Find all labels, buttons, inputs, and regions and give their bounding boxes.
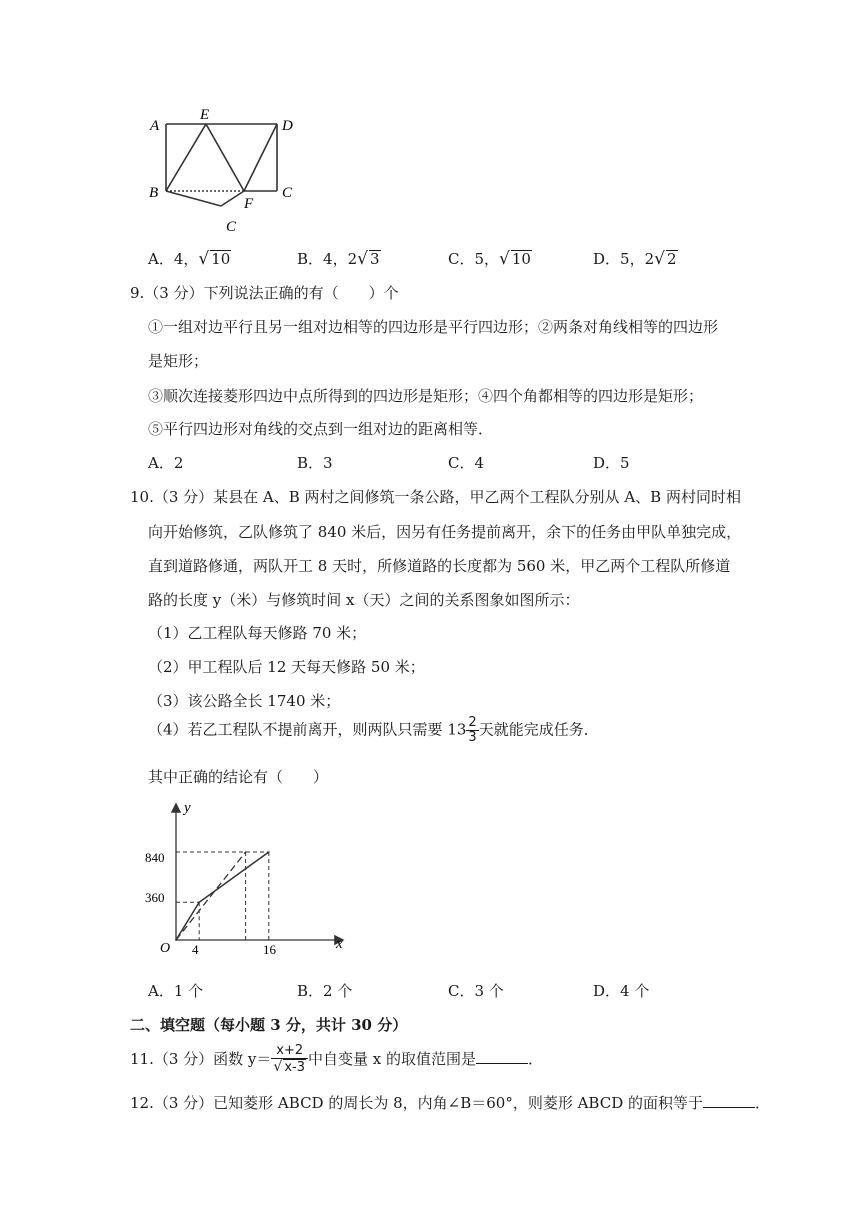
- q12-end: ．: [755, 1094, 771, 1112]
- q8-option-c[interactable]: C．5，√ 10: [448, 249, 531, 269]
- q8-option-a-radicand: 10: [211, 250, 231, 268]
- q8-option-c-prefix: C．5，: [448, 250, 500, 268]
- series-solid-point-1: [198, 901, 200, 903]
- q11-fraction: [271, 1044, 308, 1076]
- q11-end: ．: [528, 1050, 544, 1068]
- q10-fraction: [466, 716, 478, 745]
- q8-option-c-radicand: 10: [511, 250, 531, 268]
- q10-statement-4-pre: （4）若乙工程队不提前离开，则两队只需要 13: [148, 720, 467, 739]
- q10-option-a[interactable]: A．1 个: [148, 982, 204, 1000]
- x-axis-label: x: [336, 936, 343, 952]
- label-c-bottom: C: [226, 219, 237, 234]
- q10-option-d[interactable]: D．4 个: [593, 982, 650, 1000]
- q10-statement-2: （2）甲工程队后 12 天每天修路 50 米；: [148, 658, 425, 676]
- q8-option-a-prefix: A．4，: [148, 250, 199, 268]
- q9-line-3: ③顺次连接菱形四边中点所得到的四边形是矩形；④四个角都相等的四边形是矩形；: [148, 387, 704, 405]
- q10-option-b[interactable]: B．2 个: [297, 982, 353, 1000]
- series-line-solid: [176, 852, 269, 940]
- y-tick-label-840: 840: [145, 850, 165, 865]
- label-e: E: [200, 107, 210, 123]
- q11-fraction-num: x+2: [271, 1044, 308, 1059]
- q10-statement-1: （1）乙工程队每天修路 70 米；: [148, 624, 367, 642]
- q11-fraction-den: √ x-3: [273, 1059, 305, 1075]
- q9-option-a[interactable]: A．2: [148, 454, 184, 472]
- q10-line-1: 10.（3 分）某县在 A、B 两村之间修筑一条公路，甲乙两个工程队分别从 A、B 两村同时相: [130, 488, 741, 506]
- q10-line-chart: [140, 795, 360, 955]
- q8-option-a[interactable]: A．4，√ 10: [148, 249, 231, 269]
- q8-option-d-prefix: D．5，2: [593, 250, 655, 268]
- q9-option-d[interactable]: D．5: [593, 454, 630, 472]
- x-tick-label-16: 16: [263, 942, 276, 955]
- q12-answer-blank[interactable]: [703, 1093, 755, 1108]
- section-2-title: 二、填空题（每小题 3 分，共计 30 分）: [130, 1016, 408, 1034]
- y-tick-label-360: 360: [145, 890, 165, 905]
- geometry-figure-q8: [140, 104, 310, 234]
- q8-option-b-radicand: 3: [369, 250, 380, 268]
- label-a: A: [150, 118, 160, 134]
- q12-text: 12.（3 分）已知菱形 ABCD 的周长为 8，内角∠B＝60°，则菱形 ABCD 的面积等于: [130, 1094, 704, 1112]
- q10-line-3: 直到道路修通，两队开工 8 天时，所修道路的长度都为 560 米，甲乙两个工程队所修道: [148, 557, 731, 575]
- series-dashed-point-1: [245, 851, 247, 853]
- q9-option-b[interactable]: B．3: [297, 454, 333, 472]
- label-d: D: [282, 118, 293, 134]
- q9-line-1: ①一组对边平行且另一组对边相等的四边形是平行四边形；②两条对角线相等的四边形: [148, 318, 719, 336]
- q10-statement-3: （3）该公路全长 1740 米；: [148, 692, 341, 710]
- q9-stem: 9.（3 分）下列说法正确的有（ ）个: [130, 284, 399, 302]
- q10-option-c[interactable]: C．3 个: [448, 982, 504, 1000]
- q8-option-b[interactable]: B．4，2√ 3: [297, 249, 380, 269]
- q11-pre: 11.（3 分）函数 y＝: [130, 1050, 272, 1068]
- q9-option-c[interactable]: C．4: [448, 454, 485, 472]
- q10-fraction-den: 3: [468, 730, 477, 745]
- series-dashed-point-0: [175, 939, 177, 941]
- q8-option-d[interactable]: D．5，2√ 2: [593, 249, 677, 269]
- q10-line-4: 路的长度 y（米）与修筑时间 x（天）之间的关系图象如图所示：: [148, 591, 580, 609]
- y-axis-label: y: [184, 800, 191, 816]
- q11-radicand: x-3: [284, 1060, 305, 1075]
- series-line-dashed: [176, 852, 246, 940]
- q10-statement-4: [148, 716, 599, 745]
- q10-ask: 其中正确的结论有（ ）: [148, 768, 329, 786]
- q8-option-d-radicand: 2: [666, 250, 677, 268]
- q10-line-2: 向开始修筑，乙队修筑了 840 米后，因另有任务提前离开，余下的任务由甲队单独完成，: [148, 523, 742, 541]
- q9-line-4: ⑤平行四边形对角线的交点到一组对边的距离相等．: [148, 420, 494, 438]
- q8-option-b-prefix: B．4，2: [297, 250, 358, 268]
- q11-answer-blank[interactable]: [476, 1049, 528, 1064]
- q10-statement-4-post: 天就能完成任务．: [478, 720, 599, 739]
- origin-label: O: [160, 941, 171, 955]
- q9-line-2: 是矩形；: [148, 352, 209, 370]
- label-b: B: [149, 185, 159, 201]
- series-solid-point-2: [268, 851, 270, 853]
- q11-post: 中自变量 x 的取值范围是: [308, 1050, 476, 1068]
- q11: [130, 1042, 543, 1076]
- label-f: F: [244, 196, 254, 212]
- q12: [130, 1092, 770, 1113]
- label-c-right: C: [282, 185, 293, 201]
- x-tick-label-4: 4: [192, 942, 199, 955]
- q10-fraction-num: 2: [468, 715, 477, 730]
